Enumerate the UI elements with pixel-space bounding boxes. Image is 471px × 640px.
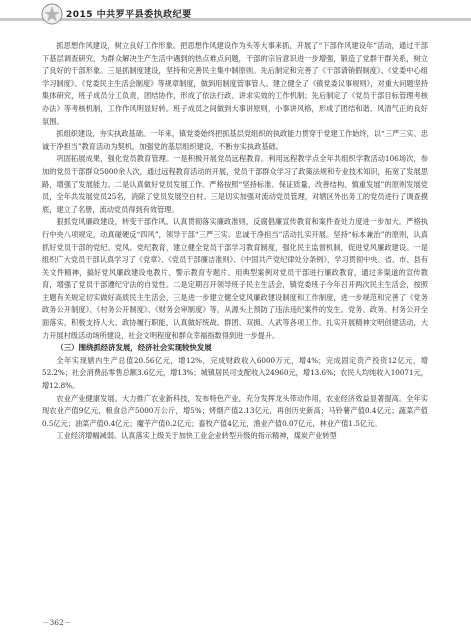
- paragraph: 农业产业健康发展。大力推广农业新科技，发布特色产业，充分发挥龙头带动作用，农业经济效益显著提高。全年实现农业产值9亿元，粮食总产5000万公斤，增5%；烤烟产值2.13亿元，再创历史新高；马铃薯产值0.4亿元；蔬菜产值0.5亿元；油菜产值0.4亿元；魔芋产值0.2亿元；畜牧产值4亿元，渔业产值0.07亿元，林业产值1.5亿元。: [42, 393, 428, 428]
- paragraph: 抓思想作风建设，树立良好工作形象。把思想作风建设作为头等大事来抓，开展了“下部作风建设年”活动，通过干部下基层调查研究，为群众解决生产生活中遇到的热点难点问题，干部的宗旨意识进一步增强，锻造了党群干群关系，树立了良好的干部形象。三是抓制度建设，坚持和完善民主集中制原则。先后制定和完善了《干部请销假制度》、《党委中心组学习制度》、《党委民主生活会制度》等规章制度，做到用制度管事管人。建立健全了《镇党委议事规则》，对重大问题坚持集体研究，班子成员分工负责，团结协作，形成了依法行政、讲求实效的工作机制；先后制定了《党员干部目标管理考核办法》等考核机制，工作作风明显好转。班子成员之间做到大事讲原则，小事讲风格，形成了团结和谐、风清气正的良好氛围。: [42, 41, 428, 126]
- page-number: －362－: [42, 618, 72, 627]
- section-heading: （三）围绕抓经济发展，经济社会实现较快发展: [56, 343, 212, 353]
- paragraph: 工业经济增幅减弱。认真落实上级关于加快工业企业转型升级的指示精神，煤炭产业转型: [56, 431, 337, 441]
- paragraph: 狠抓党风廉政建设，转变干部作风。认真贯彻落实廉政准则，反腐倡廉宣传教育和案件查处力度进一步加大。严格执行中央八项规定，动真碰硬反“四风”，领导干部“三严三实、忠诚干净担当”活动扎实开展。坚持“标本兼治”的原则，认真抓好党员干部的党纪、党风、党纪教育，建立健全党员干部学习教育制度，强化民主监督机制，促进党风廉政建设。一是组织广大党员干部认真学习了《党章》、《党员干部廉洁准则》、《中国共产党纪律处分条例》，学习贯彻中央、省、市、县有关文件精神，搞好党风廉政建设电教片、警示教育专题片、用典型案例对党员干部进行廉政教育，通过多渠道的宣传教育，增强了党员干部遵纪守法的自觉性。二是定期召开领导班子民主生活会，镇党委班子今年召开两次民主生活会，按照主题有关规定切实做好高质民主生活会，三是进一步建立健全党风廉政建设制度和工作制度，进一步规范和完善了《党务政务公开制度》、《村务公开制度》、《财务会审制度》等，从源头上预防了违法违纪案件的发生。党务、政务、村务公开全面落实，积极支持人大、政协履行职能，认真做好统战、群团、双拥、人武等各项工作。扎实开展精神文明创建活动，大力开展村级活动场所建设，社会文明程度和群众幸福指数得到进一步提升。: [42, 217, 428, 340]
- paragraph: 巩固拓展成果，强化党员教育管理。一是积极开展党员远程教育。利用远程教学点全年共组织学教活动106场次，参加的党员干部群众5000余人次，通过远程教育活动的开展，党员干部群众学习了政策法规和专业技术知识，拓宽了发展思路，增强了发展能力。二是认真做好党员发展工作。严格按照“坚持标准、保证质量、改善结构、慎重发展”的原则发展党员，全年共发展党员25名，消除了党员发展空白村。三是切实加强对流动党员管理，对辖区外出务工的党员进行了调查摸底，建立了名册，流动党员得到有效管理。: [42, 154, 428, 214]
- page-header: [0, 0, 471, 30]
- paragraph: 抓组织建设，夯实执政基础。一年来，镇党委始终把抓基层党组织的执政能力贯穿于党建工作始终，以“三严三实、忠诚干净担当”教育活动为契机，加强党的基层组织建设，不断夯实执政基础。: [42, 129, 428, 151]
- header-title: 2015 中共罗平县委执政纪要: [66, 10, 192, 20]
- paragraph: 全年实现辖内生产总值20.56亿元，增12%，完成财政收入6000万元，增4%；完成固定资产投资12亿元，增52.2%；社会消费品零售总额3.6亿元，增13%；城镇居民可支配收入24960元，增13.6%；农民人均纯收入10071元，增12.8%。: [42, 355, 428, 391]
- body-text: [42, 40, 428, 443]
- emblem-icon: [41, 3, 63, 25]
